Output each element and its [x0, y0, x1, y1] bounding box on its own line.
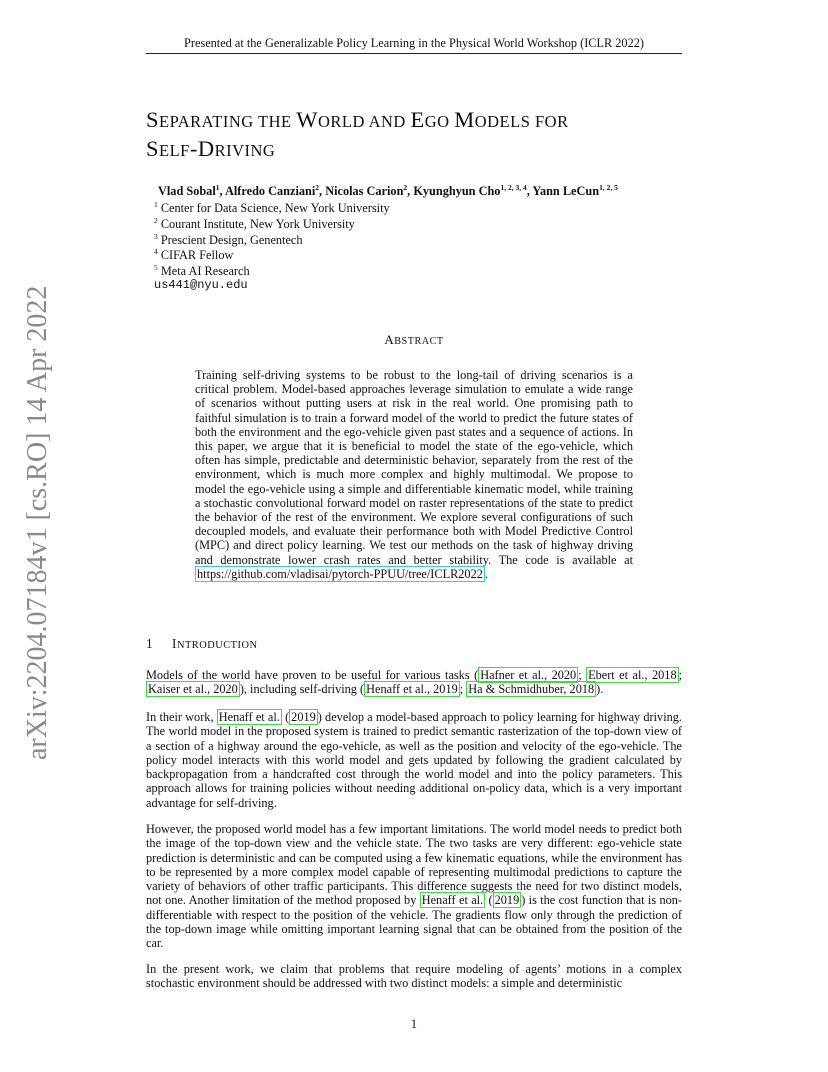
running-header: Presented at the Generalizable Policy Learning in the Physical World Workshop (ICLR 2022): [184, 36, 644, 50]
author-affiliation-marker: 1: [215, 183, 220, 192]
contact-email[interactable]: us441@nyu.edu: [154, 278, 248, 292]
citation-link[interactable]: Henaff et al., 2019: [366, 682, 458, 697]
code-link[interactable]: https://github.com/vladisai/pytorch-PPUU/tree/ICLR2022: [197, 566, 483, 581]
page-number: 1: [410, 1017, 418, 1031]
abstract-body: [195, 368, 633, 581]
citation-link[interactable]: Hafner et al., 2020: [480, 668, 577, 682]
intro-paragraph-2: In their work, Henaff et al. ( 2019 ) develop a model-based approach to policy learning for highway driving. The world model in the proposed system is trained to predict semantic rasterization of the top-down view of a section of a highway around the ego-vehicle, as well as the position and velocity of the ego-vehicle. The policy model interacts with this world model and gets updated by following the gradient calculated by backpropagation from a handcrafted cost through the world model and into the policy parameters. This approach allows for training policies without needing additional on-policy data, which is a very important advantage for self-driving.: [146, 710, 682, 810]
author-affiliation-marker: 2: [403, 183, 408, 192]
author-affiliation-marker: 1, 2, 3, 4: [500, 183, 527, 192]
affiliation-3: $^3$ Prescient Design, Genentech: [154, 232, 303, 247]
citation-link[interactable]: Kaiser et al., 2020: [148, 682, 238, 697]
citation-link[interactable]: Henaff et al.: [218, 710, 280, 724]
author-affiliation-marker: 2: [315, 183, 320, 192]
author-name: Yann LeCun: [532, 184, 600, 198]
affiliation-4: $^4$ CIFAR Fellow: [154, 247, 234, 262]
author-name: Vlad Sobal: [158, 184, 216, 198]
author-name: Alfredo Canziani: [224, 184, 316, 198]
section-heading-introduction: [146, 636, 257, 652]
citation-link[interactable]: Ha & Schmidhuber, 2018: [468, 682, 595, 697]
author-affiliation-marker: 1, 2, 5: [599, 183, 618, 192]
abstract-heading: ABSTRACT: [384, 332, 444, 347]
title-line-1: SEPARATING THE WORLD AND EGO MODELS FOR: [146, 107, 569, 132]
title-line-2: SELF-DRIVING: [146, 136, 276, 161]
intro-paragraph-4: In the present work, we claim that problems that require modeling of agents’ motions in a complex stochastic environment should be addressed with two distinct models: a simple and deterministic: [146, 962, 682, 991]
intro-paragraph-3: However, the proposed world model has a few important limitations. The world model needs to predict both the image of the top-down view and the vehicle state. The two tasks are very different: ego-vehicle state prediction is deterministic and can be computed using a few kinematic equations, while the environment has to be represented by a more complex model capable of representing multimodal predictions to capture the variety of behaviors of other traffic participants. This difference suggests the need for two distinct models, not one. Another limitation of the method proposed by Henaff et al. ( 2019 ) is the cost function that is non-differentiable with respect to the position of the vehicle. The gradients flow only through the prediction of the top-down image while omitting important learning signal that can be obtained from the position of the car.: [146, 822, 682, 951]
paper-title: [146, 106, 706, 164]
intro-paragraph-1: Models of the world have proven to be useful for various tasks ( Hafner et al., 2020 ; Ebert et al., 2018 ; Kaiser et al., 2020 ), including self-driving ( Henaff et al., 2019 ; Ha & Schmidhuber, 2018 ).: [146, 668, 683, 697]
affiliation-1: $^1$ Center for Data Science, New York University: [154, 200, 390, 215]
arxiv-identifier-stamp[interactable]: arXiv:2204.07184v1 [cs.RO] 14 Apr 2022: [22, 285, 53, 760]
affiliation-2: $^2$ Courant Institute, New York University: [154, 216, 355, 231]
author-name: Kyunghyun Cho: [413, 184, 501, 198]
section-title: INTRODUCTION: [172, 636, 258, 651]
citation-link[interactable]: Ebert et al., 2018: [588, 668, 677, 682]
affiliation-5: $^5$ Meta AI Research: [154, 263, 250, 278]
citation-link[interactable]: Henaff et al.: [421, 893, 484, 908]
citation-link[interactable]: 2019: [494, 893, 520, 908]
citation-link[interactable]: 2019: [291, 710, 316, 724]
header-rule: [146, 53, 682, 54]
section-number: 1: [146, 636, 154, 651]
abstract-text: Training self-driving systems to be robust to the long-tail of driving scenarios is a critical problem. Model-based approaches leverage simulation to emulate a wide range of scenarios without putting users at risk in the real world. One promising path to faithful simulation is to train a forward model of the world to predict the future states of both the environment and the ego-vehicle given past states and a sequence of actions. In this paper, we argue that it is beneficial to model the state of the ego-vehicle, which often has simple, predictable and deterministic behavior, separately from the rest of the environment, which is much more complex and highly multimodal. We propose to model the ego-vehicle using a simple and differentiable kinematic model, while training a stochastic convolutional forward model on raster representations of the state to predict the behavior of the rest of the environment. We explore several configurations of such decoupled models, and evaluate their performance both with Model Predictive Control (MPC) and direct policy learning. We test our methods on the task of highway driving and demonstrate lower crash rates and better stability. The code is available at: [195, 368, 633, 567]
author-name: Nicolas Carion: [325, 184, 404, 198]
author-list: Vlad Sobal$^1$, Alfredo Canziani$^2$, Nicolas Carion$^2$, Kyunghyun Cho$^{1, 2, 3, 4}$, Yann LeCun$^{1, 2, 5}$: [158, 183, 618, 198]
abstract-end: .: [484, 566, 488, 581]
